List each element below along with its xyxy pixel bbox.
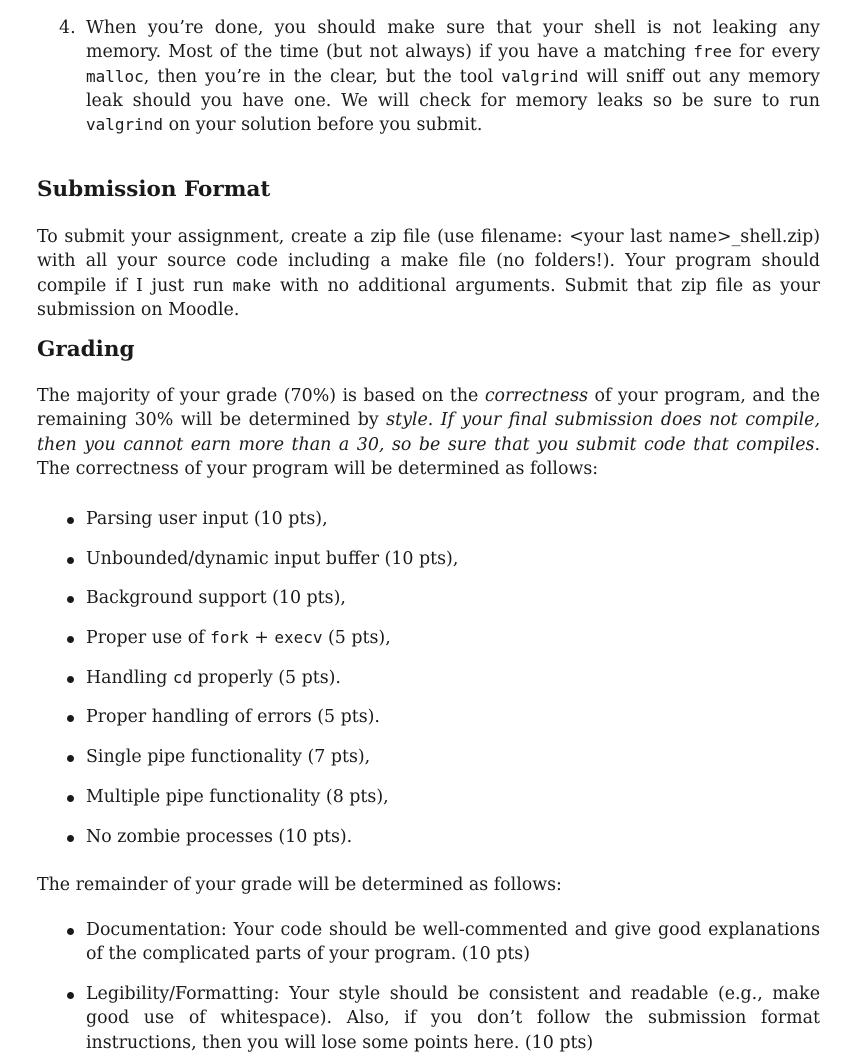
submission-paragraph: To submit your assignment, create a zip file (use filename: <your last name>_shell.zip) with all your source code including a make file (no folders!). Your program should compile if I just run make with no additional arguments. Submit that zip file as your submission on Moodle. xyxy=(37,227,820,320)
item-4-text: When you’re done, you should make sure that your shell is not leaking any memory. Most of the time (but not always) if you have a matching free for every malloc, then you’re in the clear, but the tool valgrind will sniff out any memory leak should you have one. We will check for memory leaks so be sure to run valgrind on your solution before you submit. xyxy=(86,18,821,136)
em-warning: If your final submission does not compile, then you cannot earn more than a 30, so be sure that you submit code that compiles. xyxy=(37,410,820,455)
list-item: Multiple pipe functionality (8 pts), xyxy=(37,785,820,825)
list-item: Proper handling of errors (5 pts). xyxy=(37,705,820,745)
submission-heading-block xyxy=(37,177,820,203)
em-style: style xyxy=(386,410,428,431)
bullet-icon xyxy=(67,636,74,643)
item-number: 4. xyxy=(59,18,76,38)
style-list xyxy=(37,918,820,1055)
bullet-icon xyxy=(67,992,74,999)
code-free: free xyxy=(693,42,732,62)
em-correctness: correctness xyxy=(484,386,589,406)
remainder-paragraph: The remainder of your grade will be determined as follows: xyxy=(37,875,562,895)
code-valgrind: valgrind xyxy=(86,115,164,135)
section-heading-grading: Grading xyxy=(37,337,135,362)
bullet-icon xyxy=(67,517,74,524)
bullet-icon xyxy=(67,928,74,935)
numbered-item-4 xyxy=(37,16,820,137)
remainder-paragraph-block xyxy=(37,873,820,897)
section-heading-submission: Submission Format xyxy=(37,177,271,202)
code-cd: cd xyxy=(172,667,193,687)
list-item: Unbounded/dynamic input buffer (10 pts), xyxy=(37,547,820,587)
list-item: No zombie processes (10 pts). xyxy=(37,825,820,865)
submission-paragraph-block xyxy=(37,225,820,322)
bullet-icon xyxy=(67,676,74,683)
bullet-icon xyxy=(67,835,74,842)
list-item: Handling cd properly (5 pts). xyxy=(37,666,820,706)
list-item: Background support (10 pts), xyxy=(37,586,820,626)
list-item: Documentation: Your code should be well-commented and give good explanations of the complicated parts of your program. (10 pts) xyxy=(37,918,820,982)
code-malloc: malloc xyxy=(86,66,144,86)
grading-paragraph: The majority of your grade (70%) is based on the correctness of your program, and the remaining 30% will be determined by style. If your final submission does not compile, then you cannot earn more than a 30, so be sure that you submit code that compiles. The correctness of your program will be determined as follows: xyxy=(37,386,820,479)
list-item: Proper use of fork + execv (5 pts), xyxy=(37,626,820,666)
grading-heading-block xyxy=(37,337,820,363)
bullet-icon xyxy=(67,795,74,802)
correctness-list xyxy=(37,507,820,864)
code-make: make xyxy=(232,275,272,295)
code-valgrind: valgrind xyxy=(501,66,579,86)
list-item: Single pipe functionality (7 pts), xyxy=(37,745,820,785)
grading-paragraph-block xyxy=(37,384,820,481)
bullet-icon xyxy=(67,755,74,762)
bullet-icon xyxy=(67,557,74,564)
list-item: Parsing user input (10 pts), xyxy=(37,507,820,547)
bullet-icon xyxy=(67,715,74,722)
code-fork: fork xyxy=(210,628,249,648)
code-execv: execv xyxy=(274,628,323,648)
bullet-icon xyxy=(67,596,74,603)
list-item: Legibility/Formatting: Your style should be consistent and readable (e.g., make good use of whitespace). Also, if you don’t follow the submission format instructions, then you will lose some points here. (10 pts) xyxy=(37,982,820,1055)
